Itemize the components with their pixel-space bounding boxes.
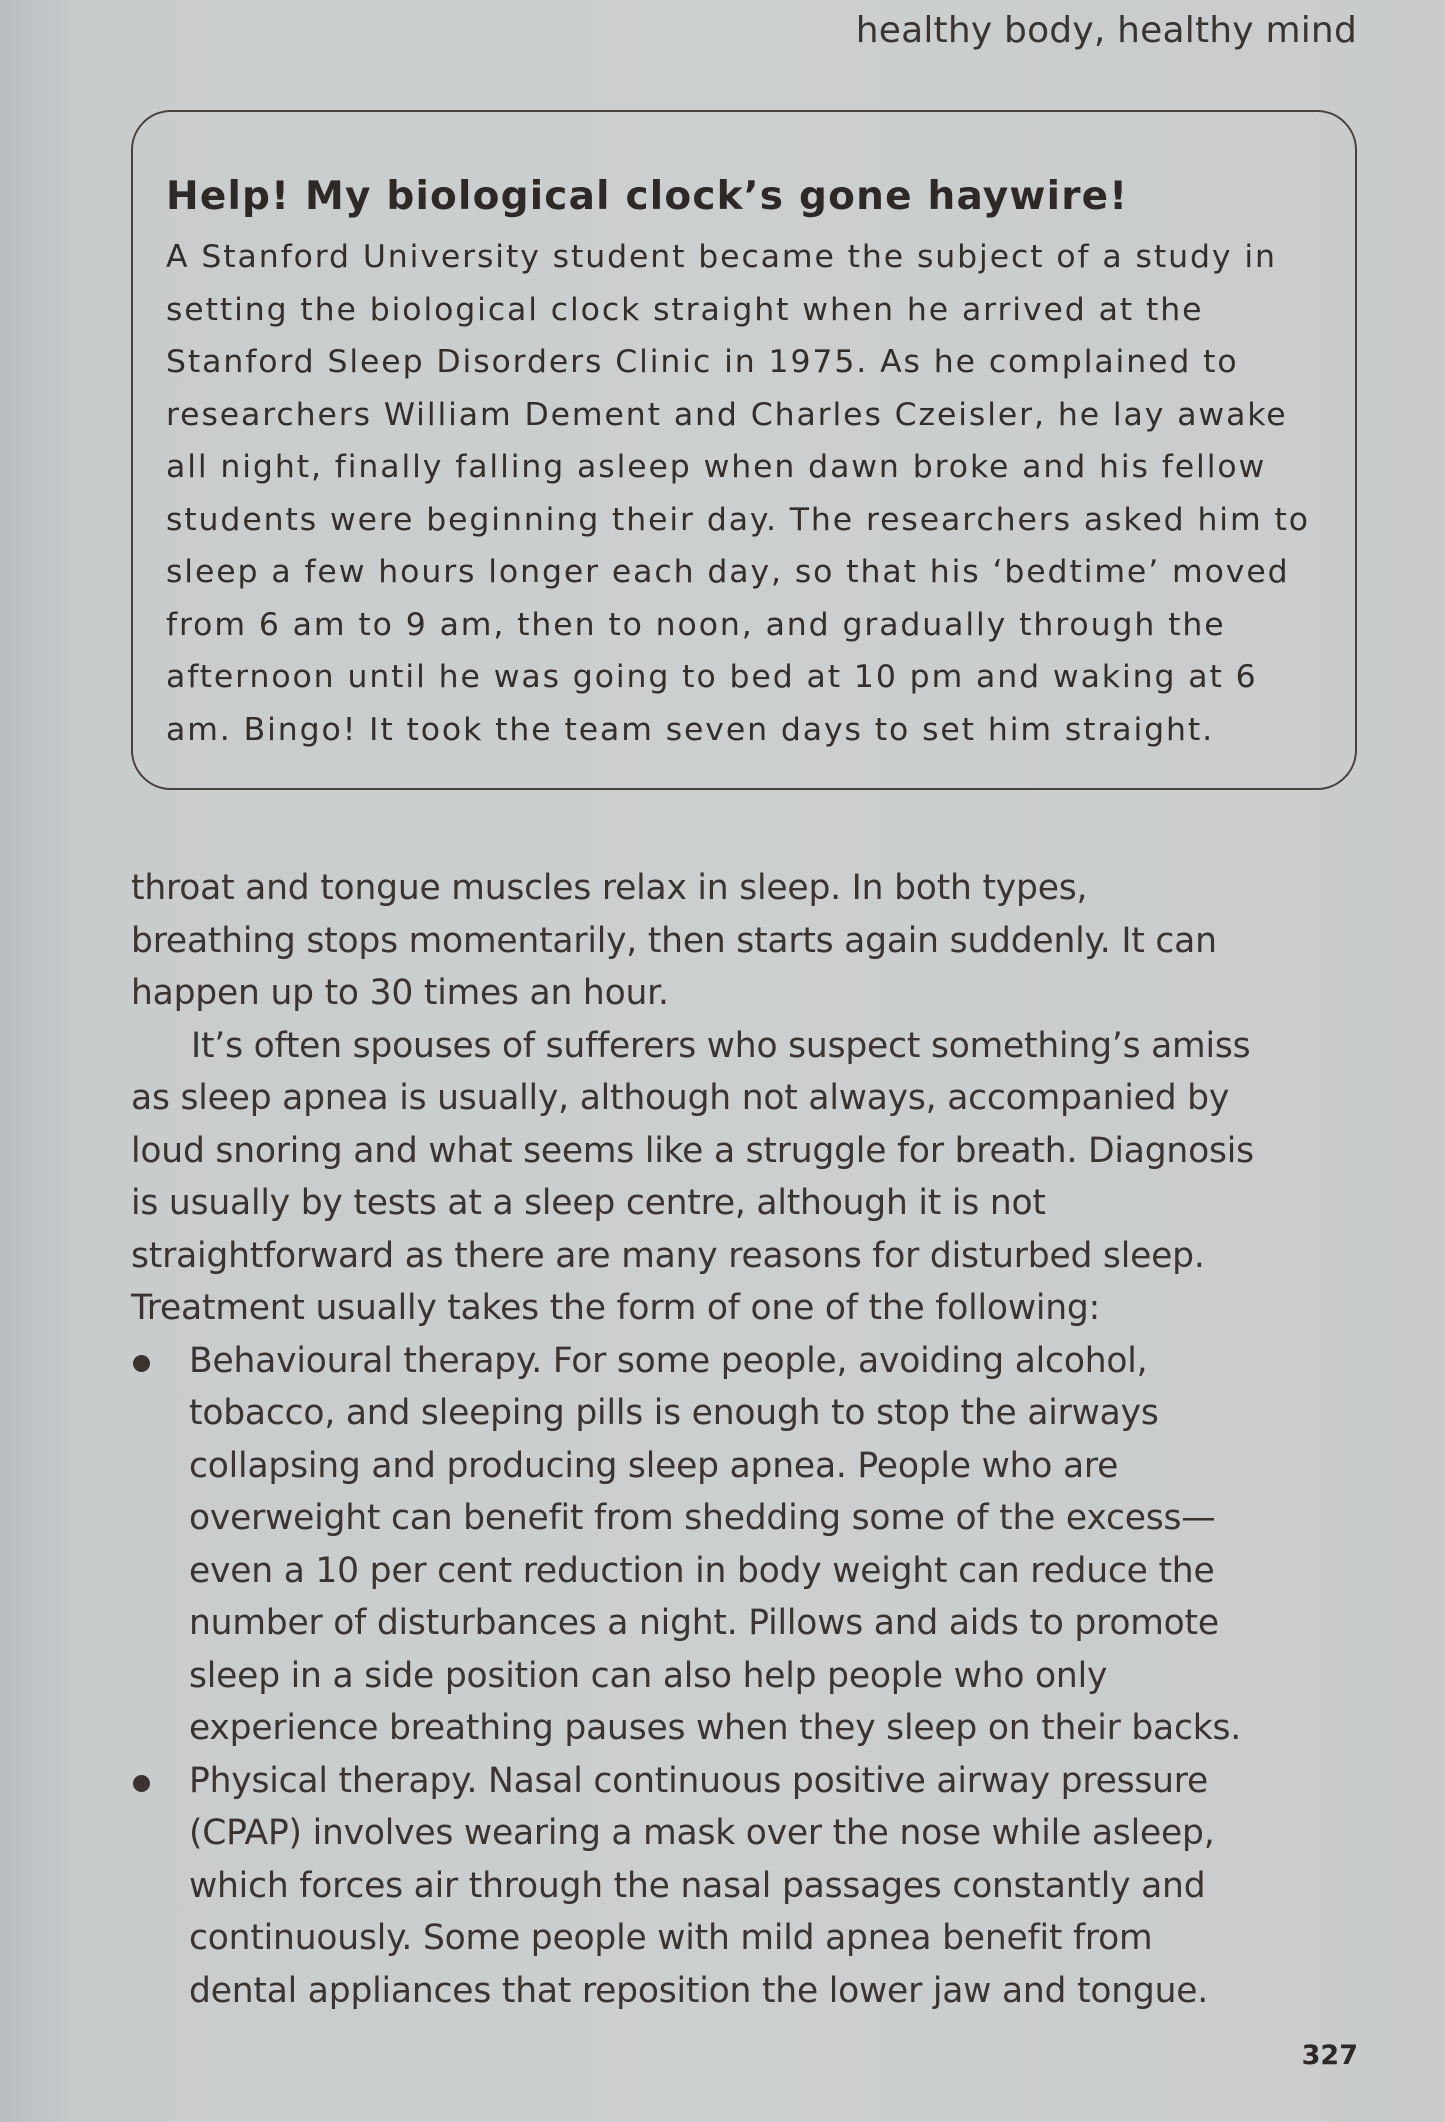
list-item	[131, 1755, 1261, 2018]
running-head: healthy body, healthy mind	[855, 10, 1357, 51]
list-item-text: Physical therapy. Nasal continuous positive airway pressure (CPAP) involves wearing a mask over the nose while asleep, which forces air through the nasal passages constantly and continuously. Some people with mild apnea benefit from dental appliances that reposition the lower jaw and tongue.	[189, 1760, 1215, 2011]
bullet-icon	[133, 1355, 150, 1372]
main-body	[131, 862, 1261, 2017]
page-number: 327	[1301, 2040, 1358, 2071]
sidebar-box	[131, 110, 1357, 790]
body-paragraph-1: throat and tongue muscles relax in sleep. In both types, breathing stops momentarily, then starts again suddenly. It can happen up to 30 times an hour.	[131, 868, 1217, 1013]
bullet-icon	[133, 1775, 150, 1792]
list-item-text: Behavioural therapy. For some people, avoiding alcohol, tobacco, and sleeping pills is enough to stop the airways collapsing and producing sleep apnea. People who are overweight can benefit from shedding some of the excess— even a 10 per cent reduction in body weight can reduce the number of disturbances a night. Pillows and aids to promote sleep in a side position can also help people who only experience breathing pauses when they sleep on their backs.	[189, 1340, 1242, 1748]
sidebar-text: A Stanford University student became the subject of a study in setting the biological clock straight when he arrived at the Stanford Sleep Disorders Clinic in 1975. As he complained to researchers William Dement and Charles Czeisler, he lay awake all night, finally falling asleep when dawn broke and his fellow students were beginning their day. The researchers asked him to sleep a few hours longer each day, so that his ‘bedtime’ moved from 6 am to 9 am, then to noon, and gradually through the afternoon until he was going to bed at 10 pm and waking at 6 am. Bingo! It took the team seven days to set him straight.	[166, 239, 1310, 748]
treatment-list	[131, 1335, 1261, 2018]
body-paragraph-2: It’s often spouses of sufferers who suspect something’s amiss as sleep apnea is usually, although not always, accompanied by loud snoring and what seems like a struggle for breath. Diagnosis is usually by tests at a sleep centre, although it is not straightforward as there are many reasons for disturbed sleep. Treatment usually takes the form of one of the following:	[131, 1025, 1254, 1328]
sidebar-title: Help! My biological clock’s gone haywire!	[166, 174, 1129, 219]
list-item	[131, 1335, 1261, 1755]
